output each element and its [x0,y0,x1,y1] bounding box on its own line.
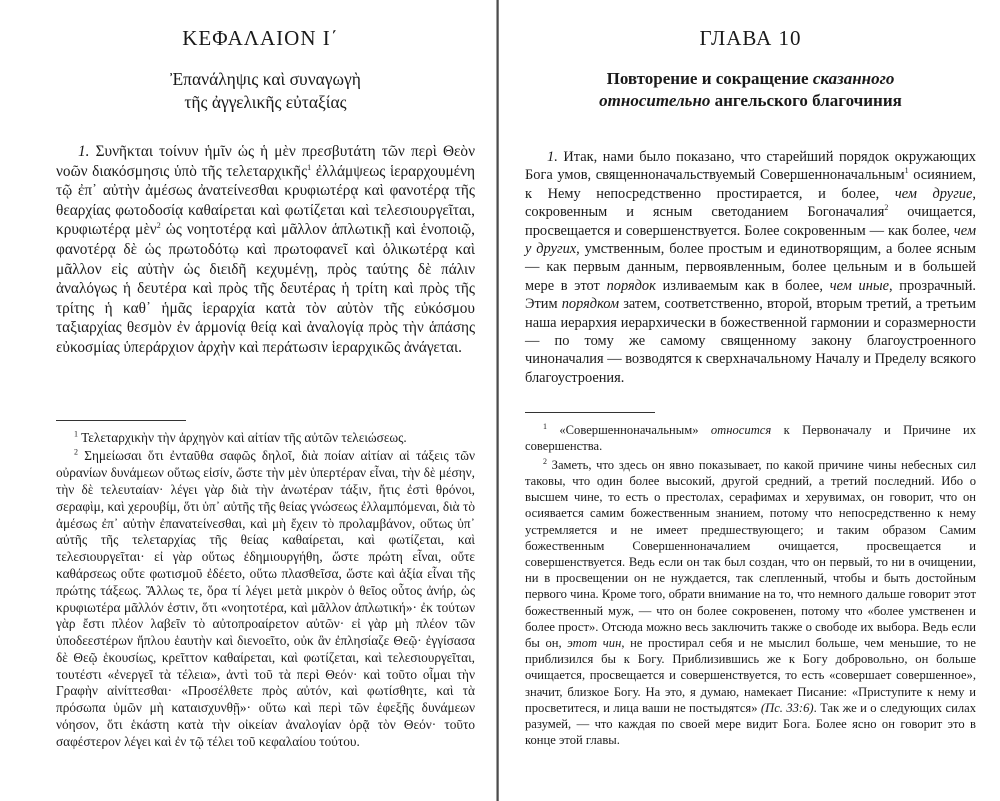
chapter-subtitle-russian: Повторение и сокращение сказанного относительно ангельского благочиния [599,69,902,110]
main-paragraph-russian: 1. Итак, нами было показано, что старейший порядок окружающих Бога умов, священноначальствуемый Совершенноначальным$^1$ осиянием, к Нему непосредственно простирается, и более, чем другие, сокровенным и ясным светоданием Богоначалия$^2$ очищается, просвещается и совершенствуется. Более сокровенным — как более, чем у других, умственным, более простым и единотворящим, а более ясным — как первым данным, первоявленным, более цельным и в большей мере в этот порядок изливаемым как в более, чем иные, прозрачный. Этим порядком затем, соответственно, второй, вторым третий, а третьим наша иерархия иерархически в божественной гармонии и соразмерности — по тому же самому священному закону благоустроенного чиноначалия — возводятся к сверхначальному Началу и Пределу всякого благоустроения. [525,149,976,386]
chapter-subtitle-greek [56,68,475,114]
footnote-2-greek: $^2$ Σημείωσαι ὅτι ἐνταῦθα σαφῶς δηλοῖ, διὰ ποίαν αἰτίαν αἱ τάξεις τῶν οὐρανίων δυνάμεων οὕτως εἰσίν, ὥστε τὴν μὲν ὑπερτέραν εἶναι, τὴν δὲ μέσην, τὴν δὲ τελευταίαν· λέγει γὰρ διὰ τὴν ἀνωτέραν τάξιν, ἤτις ἐστὶ θρόνοι, σεραφὶμ, καὶ χερουβίμ, ὅτι ὑπ᾿ αὐτῆς τῆς θείας γνώσεως ἐλλαμπόμεναι, διὰ τὸ ἀμέσως ἐπ᾿ αὐτὴν ἐπανατείνεσθαι, καὶ μὴ ἔχειν τὸ προλαμβάνον, οὕτως ὑπ᾿ αὐτῆς τῆς τελεταρχίας τῆς θείας καθαίρεται, καὶ φωτίζεται, καὶ τελεσιουργεῖται· εἰ γὰρ οὕτως ἐδημιουργήθη, ὥστε πρώτη εἶναι, οὔτε καθάρσεως οὔτε φωτισμοῦ ἐδέετο, οὕτω πλασθεῖσα, ὥστε καὶ ἀξία εἶναι τῆς πρώτης τάξεως. Ἄλλως τε, ὅρα τί λέγει μετὰ μικρὸν ὁ θεῖος οὗτος ἀνήρ, ὡς κρυφιωτέρα μᾶλλόν ἐστιν, ὅτι «νοητοτέρα, καὶ μᾶλλον ἁπλωτική»· ἐκ τούτων γὰρ ἔστι πλέον λαβεῖν τὸ αὐτοπροαίρετον αὐτῶν· εἰ γὰρ μὴ πλέον τῶν ὑποδεεστέρων ἤπλου ἑαυτὴν καὶ διενοεῖτο, οὐκ ἂν ἐπλησίαζε Θεῷ· ἐγγίσασα δὲ Θεῷ ἑκουσίως, κρεῖττον καθαίρεται, καὶ φωτίζεται, καὶ τελεσιουργεῖται, τουτέστι «ἐνεργεῖ τὰ τέλεια», ἀντὶ τοῦ τὰ περὶ Θεόν· καὶ τοῦτο οἶμαι τὴν Γραφὴν αἰνίττεσθαι· «Προσέλθετε πρὸς αὐτόν, καὶ φωτίσθητε, καὶ τὰ πρόσωπα ὑμῶν μὴ καταισχυνθῇ»· οὕτω καὶ περὶ τῶν ἐφεξῆς δυνάμεων νόησον, ὅτι ἑκάστη κατὰ τὴν οἰκείαν ἀναλογίαν ὁρᾷ τὸν Θεόν· τοῦτο σαφέστερον λέγει καὶ ἐν τῷ τέλει τοῦ κεφαλαίου τούτου. [56,447,475,749]
footnote-separator [56,420,186,421]
chapter-title-russian: ГЛАВА 10 [699,26,802,50]
footnote-2-russian: $^2$ Заметь, что здесь он явно показывает, по какой причине чины небесных сил таковы, что один более высокий, другой средний, а третий последний. Ибо о высшем чине, то есть о престолах, серафимах и херувимах, он говорит, что он осиявается самим божественным знанием, потому что непосредственно к нему устремляется и не имеет предшествующего; и таким образом Самим божественным Совершенноначалием очищается, просвещается и совершенствуется. Ведь если он так был создан, что он первый, то ни в очищении, ни в просвещении он не нуждается, так слепленный, чтобы и быть достойным первого чина. Кроме того, обрати внимание на то, что немного дальше говорит этот божественный муж, — что он более сокровенен, потому что «более умственен и более прост». Отсюда можно весь заключить также о свободе их выбора. Ведь если бы он, этот чин, не простирал себя и не мыслил больше, чем меньшие, то не приблизился бы к Богу. Приблизившись же к Богу добровольно, он больше очищается, просвещается и совершенствуется, то есть «совершает совершенное», значит, близкое Богу. На это, я думаю, намекает Писание: «Приступите к нему и просветитеся, и лица ваши не постыдятся» (Пс. 33:6). Так же и о следующих силах разумей, — что каждая по своей мере видит Бога. Более ясно он говорит это в конце этой главы. [525,456,976,748]
right-page-russian [503,0,1000,801]
footnote-1-russian: $^1$ «Совершенноначальным» относится к Первоначалу и Причине их совершенства. [525,422,977,454]
book-spine [496,0,499,801]
main-paragraph-greek: 1. Συνῆκται τοίνυν ἡμῖν ὡς ἡ μὲν πρεσβυτάτη τῶν περὶ Θεὸν νοῶν διακόσμησις ὑπὸ τῆς τελεταρχικῆς$^1$ ἐλλάμψεως ἱεραρχουμένη τῷ ἐπ᾿ αὐτὴν ἀμέσως ἀνατείνεσθαι κρυφιωτέρᾳ καὶ φανοτέρᾳ τῆς θεαρχίας φωτοδοσίᾳ καθαίρεται καὶ φωτίζεται καὶ τελεσιουργεῖται, κρυφιωτέρᾳ μὲν$^2$ ὡς νοητοτέρᾳ καὶ μᾶλλον ἁπλωτικῇ καὶ ἑνοποιῷ, φανοτέρᾳ δὲ ὡς πρωτοδότῳ καὶ πρωτοφανεῖ καὶ ὁλικωτέρᾳ καὶ μᾶλλον εἰς αὐτὴν ὡς διειδῆ κεχυμένῃ, πρὸς ταύτης δὲ πάλιν ἀναλόγως ἡ δευτέρα καὶ πρὸς τῆς δευτέρας ἡ τρίτη καὶ πρὸς τῆς τρίτης ἡ καθ᾿ ἡμᾶς ἱεραρχία κατὰ τὸν αὐτὸν τῆς εὐκόσμου ταξιαρχίας θεσμὸν ἐν ἁρμονίᾳ θείᾳ καὶ ἀναλογίᾳ πρὸς τὴν ἁπάσης εὐκοσμίας ὑπεράρχιον ἀρχὴν καὶ περάτωσιν ἱεραρχικῶς ἀνάγεται. [56,143,476,356]
left-page-greek [0,0,497,801]
footnote-separator [525,412,655,413]
subtitle-line: τῆς ἀγγελικῆς εὐταξίας [184,92,347,112]
subtitle-line: Ἐπανάληψις καὶ συναγωγὴ [170,69,361,89]
chapter-title-greek: ΚΕΦΑΛΑΙΟΝ Ι΄ [182,26,339,50]
footnote-1-greek: $^1$ Τελεταρχικὴν τὴν ἀρχηγὸν καὶ αἰτίαν τῆς αὐτῶν τελειώσεως. [74,429,407,445]
